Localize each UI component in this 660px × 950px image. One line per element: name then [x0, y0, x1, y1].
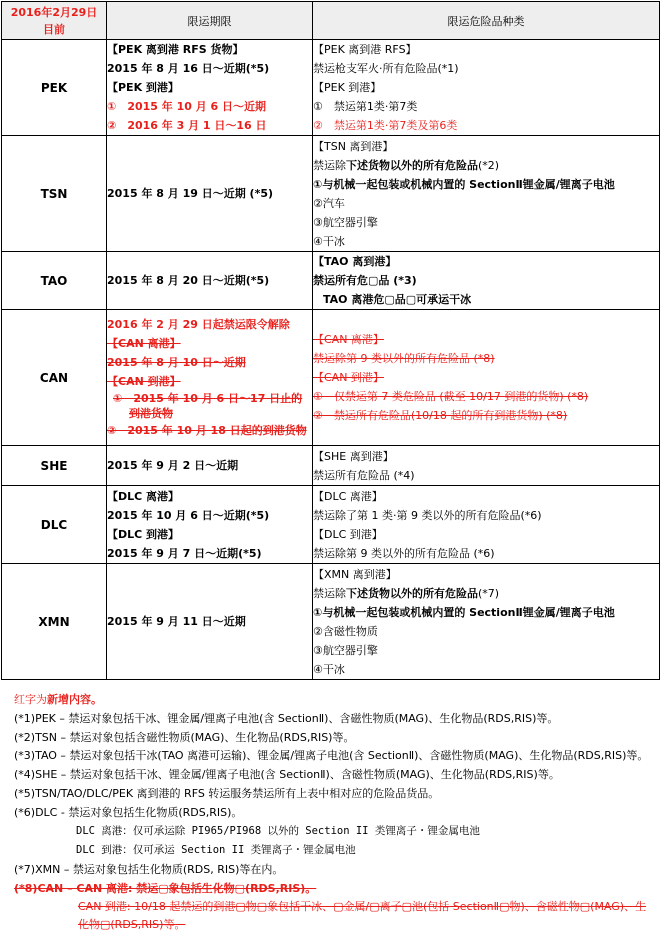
- period-pek: 【PEK 离到港 RFS 货物】 2015 年 8 月 16 日～近期(*5) 【PEK 到港】 ① 2015 年 10 月 6 日～近期 ② 2016 年 3 月 1 日～16 日: [107, 40, 313, 136]
- table-row-pek: [2, 40, 660, 136]
- period-tsn: 2015 年 8 月 19 日～近期 (*5): [107, 136, 313, 252]
- note-5: (*5)TSN/TAO/DLC/PEK 离到港的 RFS 转运服务禁运所有上表中相对应的危险品货品。: [14, 787, 440, 800]
- city-dlc: DLC: [2, 486, 107, 564]
- note-6b: DLC 到港：仅可承运 Section II 类锂离子・锂金属电池: [76, 844, 356, 856]
- header-types: 限运危险品种类: [313, 2, 660, 40]
- types-can: 【CAN 离港】 禁运除第 9 类以外的所有危险品 (*8) 【CAN 到港】 ① 仅禁运第 7 类危险品 (截至 10/17 到港的货物) (*8) ② 禁运所有危险品(10/18 起的所有到港货物) (*8): [313, 310, 660, 446]
- note-7: (*7)XMN – 禁运对象包括生化物质(RDS, RIS)等在内。: [14, 863, 284, 876]
- types-dlc: 【DLC 离港】 禁运除了第 1 类·第 9 类以外的所有危险品(*6) 【DLC 到港】 禁运除第 9 类以外的所有危险品 (*6): [313, 486, 660, 564]
- restriction-table: [1, 1, 660, 680]
- header-date: 2016年2月29日 目前: [2, 2, 107, 40]
- note-6: (*6)DLC - 禁运对象包括生化物质(RDS,RIS)。: [14, 806, 243, 819]
- period-she: 2015 年 9 月 2 日～近期: [107, 446, 313, 486]
- header-period: 限运期限: [107, 2, 313, 40]
- types-xmn: 【XMN 离到港】 禁运除下述货物以外的所有危险品(*7) ①与机械一起包装或机械内置的 SectionⅡ锂金属/锂离子电池 ②含磁性物质 ③航空器引擎 ④干冰: [313, 564, 660, 680]
- period-dlc: 【DLC 离港】 2015 年 10 月 6 日～近期(*5) 【DLC 到港】 2015 年 9 月 7 日～近期(*5): [107, 486, 313, 564]
- table-row-she: [2, 446, 660, 486]
- note-8: (*8)CAN – CAN 离港: 禁运▢象包括生化物▢(RDS,RIS)。: [14, 882, 317, 895]
- table-row-dlc: [2, 486, 660, 564]
- header-row: [2, 2, 660, 40]
- city-xmn: XMN: [2, 564, 107, 680]
- city-can: CAN: [2, 310, 107, 446]
- note-6a: DLC 离港：仅可承运除 PI965/PI968 以外的 Section II 类锂离子・锂金属电池: [76, 825, 480, 837]
- table-row-xmn: [2, 564, 660, 680]
- legend-note: 红字为新增内容。: [14, 693, 102, 706]
- types-pek: 【PEK 离到港 RFS】 禁运枪支军火·所有危险品(*1) 【PEK 到港】 ① 禁运第1类·第7类 ② 禁运第1类·第7类及第6类: [313, 40, 660, 136]
- note-8a: CAN 到港: 10/18 起禁运的到港▢物▢象包括干冰、▢金属/▢离子▢池(包括 SectionⅡ▢物)、含磁性物▢(MAG)、生化物▢(RDS,RIS)等。: [78, 900, 647, 931]
- note-2: (*2)TSN – 禁运对象包括含磁性物质(MAG)、生化物品(RDS,RIS)等。: [14, 731, 355, 744]
- period-tao: 2015 年 8 月 20 日～近期(*5): [107, 252, 313, 310]
- footnotes: [14, 690, 654, 934]
- note-1: (*1)PEK – 禁运对象包括干冰、锂金属/锂离子电池(含 SectionⅡ)、含磁性物质(MAG)、生化物品(RDS,RIS)等。: [14, 712, 559, 725]
- types-tsn: 【TSN 离到港】 禁运除下述货物以外的所有危险品(*2) ①与机械一起包装或机械内置的 SectionⅡ锂金属/锂离子电池 ②汽车 ③航空器引擎 ④干冰: [313, 136, 660, 252]
- city-pek: PEK: [2, 40, 107, 136]
- note-4: (*4)SHE – 禁运对象包括干冰、锂金属/锂离子电池(含 SectionⅡ)、含磁性物质(MAG)、生化物品(RDS,RIS)等。: [14, 768, 560, 781]
- city-tao: TAO: [2, 252, 107, 310]
- city-she: SHE: [2, 446, 107, 486]
- period-can: 2016 年 2 月 29 日起禁运限令解除 【CAN 离港】 2015 年 8 月 10 日～近期 【CAN 到港】 ① 2015 年 10 月 6 日～17 日止的到港货物 ② 2015 年 10 月 18 日起的到港货物: [107, 310, 313, 446]
- table-row-tao: [2, 252, 660, 310]
- table-row-can: [2, 310, 660, 446]
- types-tao: 【TAO 离到港】 禁运所有危▢品 (*3) TAO 离港危▢品▢可承运干冰: [313, 252, 660, 310]
- note-3: (*3)TAO – 禁运对象包括干冰(TAO 离港可运输)、锂金属/锂离子电池(含 SectionⅡ)、含磁性物质(MAG)、生化物品(RDS,RIS)等。: [14, 749, 649, 762]
- city-tsn: TSN: [2, 136, 107, 252]
- table-row-tsn: [2, 136, 660, 252]
- types-she: 【SHE 离到港】 禁运所有危险品 (*4): [313, 446, 660, 486]
- period-xmn: 2015 年 9 月 11 日～近期: [107, 564, 313, 680]
